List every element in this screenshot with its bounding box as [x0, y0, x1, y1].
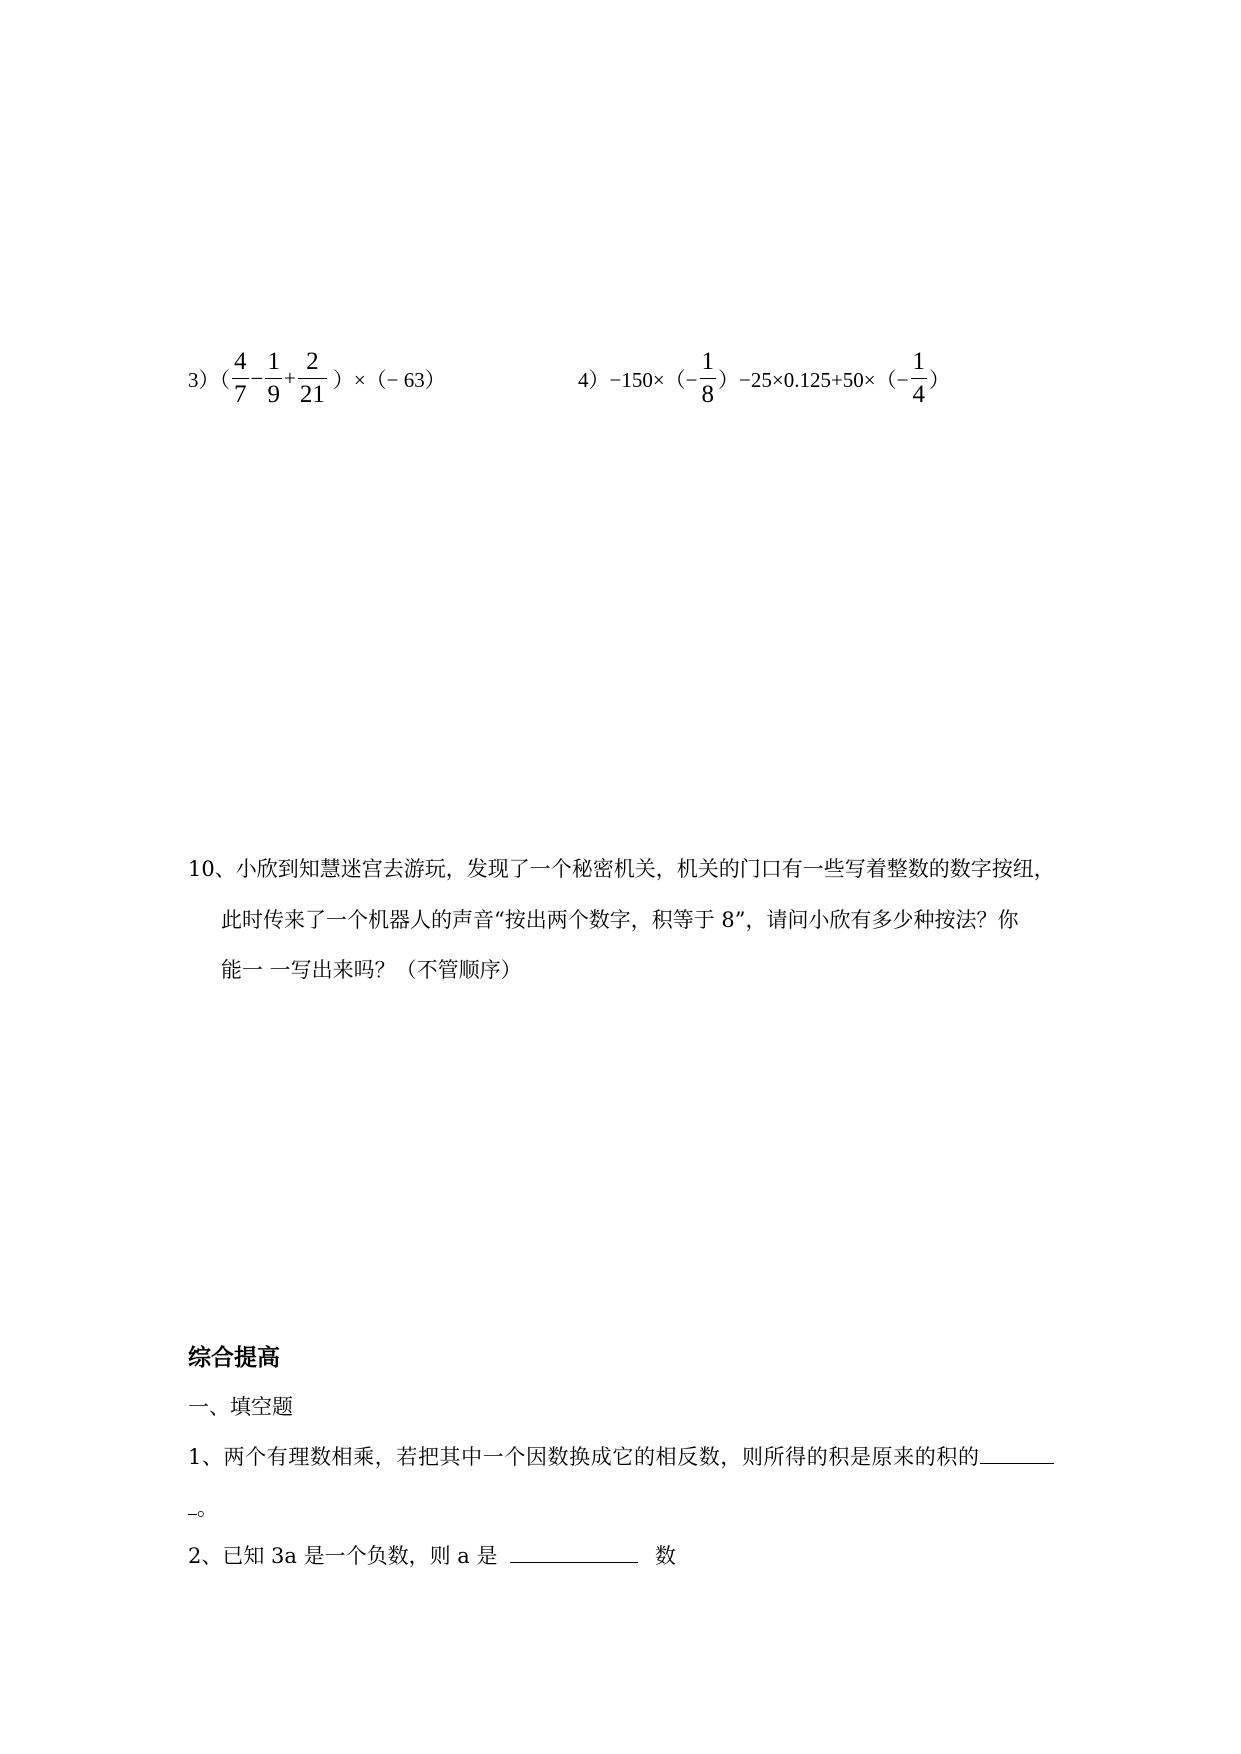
question-2 [188, 1542, 676, 1570]
question-2-answer-blank[interactable] [510, 1542, 638, 1563]
problem-3-label: 3）（ [188, 367, 230, 392]
fraction-1-4: $\frac{1}{4}$ [912, 348, 925, 408]
question-1-answer-blank[interactable] [980, 1443, 1054, 1464]
question-1-answer-blank-end[interactable] [188, 1494, 197, 1515]
problem-10-line-2: 此时传来了一个机器人的声音“按出两个数字，积等于 8”，请问小欣有多少种按法？你 [221, 908, 1019, 932]
problem-4-expression [578, 347, 950, 410]
problem-3-expression: 3）（ $\frac{4}{7}$ − $\frac{1}{9}$ + $\frac{2}{21}$ ）×（− 63） [188, 348, 446, 408]
problem-10-line-3: 能一 一写出来吗？（不管顺序） [221, 958, 522, 982]
section-subtitle: 一、填空题 [188, 1395, 293, 1419]
problem-10-line-1: 10、小欣到知慧迷宫去游玩，发现了一个秘密机关，机关的门口有一些写着整数的数字按纽， [188, 857, 1055, 881]
problem-4-middle: ）−25×0.125+50×（− [718, 367, 909, 392]
fraction-2-21: $\frac{2}{21}$ [299, 348, 325, 408]
question-1-end: 。 [197, 1496, 218, 1520]
question-1-continued [188, 1494, 218, 1522]
question-2-end: 数 [654, 1544, 676, 1568]
fraction-4-7: $\frac{4}{7}$ [234, 348, 247, 408]
problem-3-tail: ）×（− 63） [332, 367, 446, 392]
fraction-1-8: $\frac{1}{8}$ [701, 348, 715, 408]
question-1-text: 1、两个有理数相乘，若把其中一个因数换成它的相反数，则所得的积是原来的积的 [188, 1445, 980, 1469]
problem-4-label: 4）−150×（− [578, 367, 698, 392]
fraction-1-9: $\frac{1}{9}$ [267, 348, 280, 408]
question-2-text: 2、已知 3a 是一个负数，则 a 是 [188, 1544, 498, 1568]
section-title: 综合提高 [188, 1345, 280, 1371]
problem-4-tail: ） [929, 367, 950, 392]
question-1 [188, 1443, 1054, 1471]
